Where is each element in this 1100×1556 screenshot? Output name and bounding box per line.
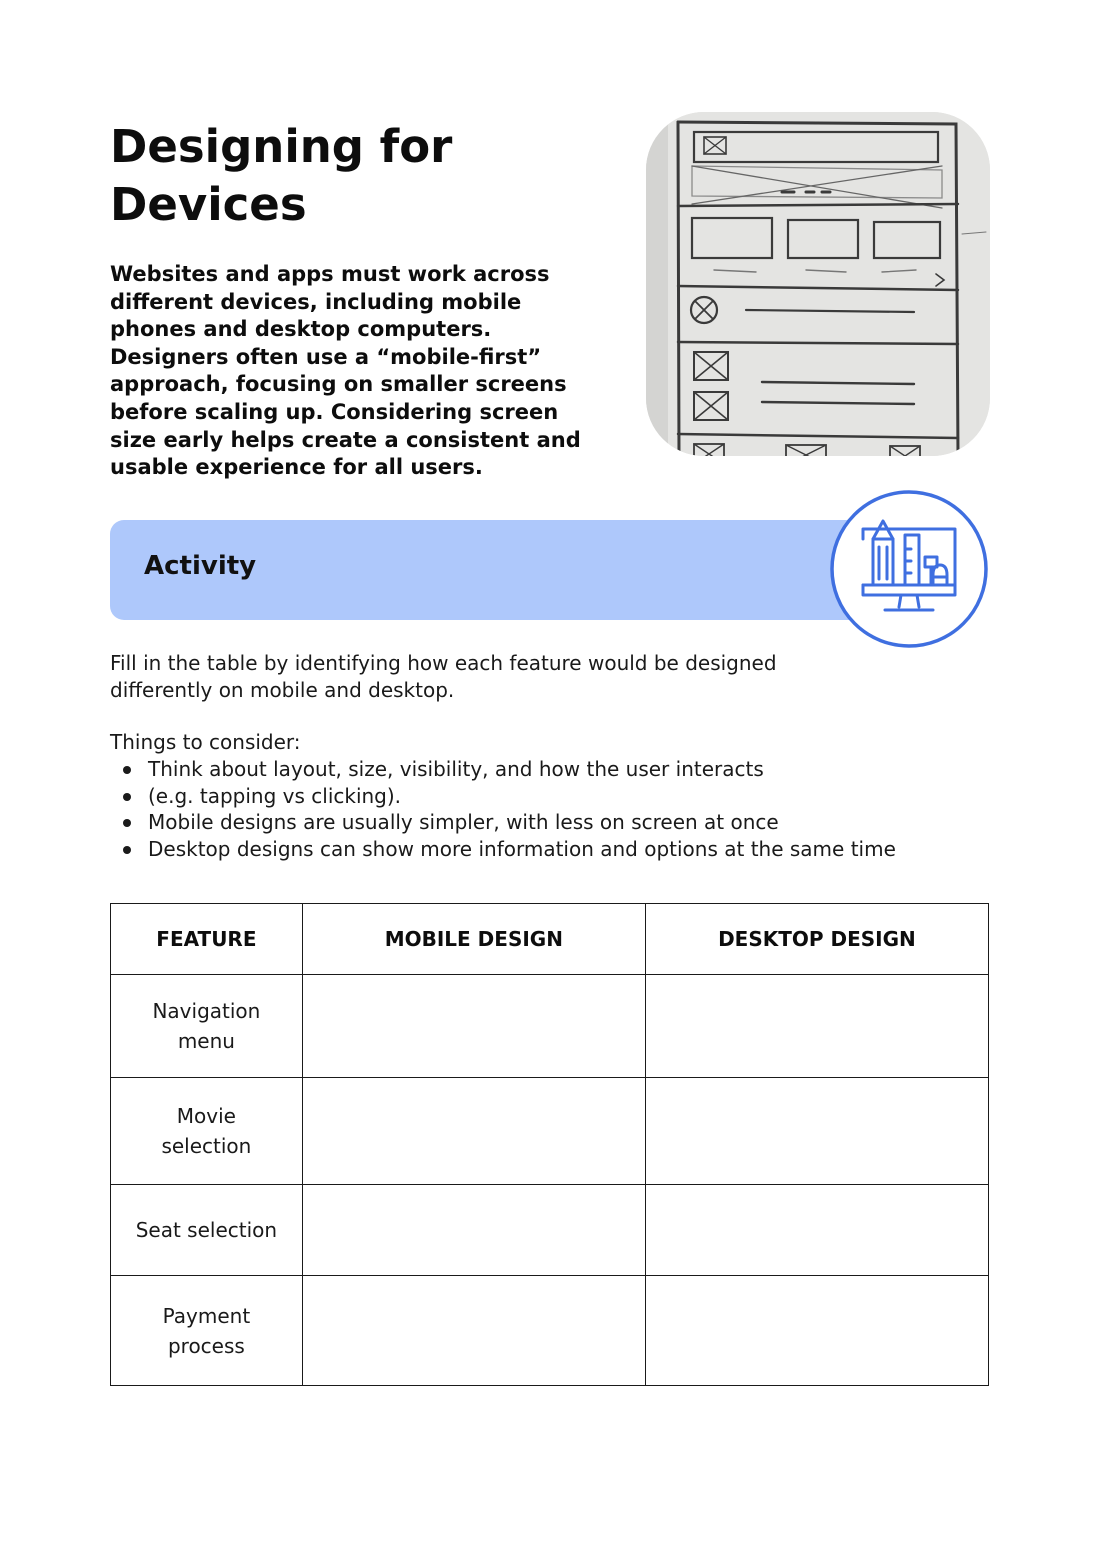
page-title: [110, 118, 580, 234]
intro-paragraph: Websites and apps must work across different devices, including mobile phones and desktop computers. Designers often use a “mobile-first” approach, focusing on smaller screens before scaling up. Considering screen size early helps create a consistent and usable experience for all users.: [110, 262, 581, 480]
desktop-design-answer-cell[interactable]: [645, 1276, 988, 1386]
mobile-design-answer-cell[interactable]: [302, 975, 645, 1078]
title-line-2: Devices: [110, 178, 307, 231]
desktop-design-column-header: DESKTOP DESIGN: [645, 904, 988, 975]
table-row: [111, 975, 989, 1078]
mobile-design-answer-cell[interactable]: [302, 1276, 645, 1386]
feature-column-header: FEATURE: [111, 904, 303, 975]
tips-list: [110, 756, 896, 862]
feature-cell: Navigation menu: [111, 975, 303, 1078]
mobile-design-answer-cell[interactable]: [302, 1185, 645, 1276]
table-header-row: [111, 904, 989, 975]
list-item: (e.g. tapping vs clicking).: [110, 783, 896, 810]
list-item: Mobile designs are usually simpler, with less on screen at once: [110, 809, 896, 836]
things-to-consider-heading: Things to consider:: [110, 730, 301, 754]
feature-cell: Seat selection: [111, 1185, 303, 1276]
list-item: Think about layout, size, visibility, and how the user interacts: [110, 756, 896, 783]
feature-comparison-table: [110, 903, 989, 1386]
title-line-1: Designing for: [110, 120, 453, 173]
desktop-design-answer-cell[interactable]: [645, 975, 988, 1078]
activity-heading: Activity: [144, 551, 257, 581]
monitor-design-tools-icon: [829, 489, 989, 649]
table-row: [111, 1276, 989, 1386]
table-row: [111, 1078, 989, 1185]
desktop-design-answer-cell[interactable]: [645, 1078, 988, 1185]
activity-banner: [110, 520, 870, 620]
wireframe-sketch-drawing: [646, 112, 990, 456]
desktop-design-answer-cell[interactable]: [645, 1185, 988, 1276]
mobile-design-column-header: MOBILE DESIGN: [302, 904, 645, 975]
list-item: Desktop designs can show more information and options at the same time: [110, 836, 896, 863]
feature-cell: Payment process: [111, 1276, 303, 1386]
feature-cell: Movie selection: [111, 1078, 303, 1185]
activity-instructions: Fill in the table by identifying how each feature would be designed differently on mobile and desktop.: [110, 651, 777, 702]
wireframe-sketch-photo: [646, 112, 990, 456]
mobile-design-answer-cell[interactable]: [302, 1078, 645, 1185]
table-row: [111, 1185, 989, 1276]
